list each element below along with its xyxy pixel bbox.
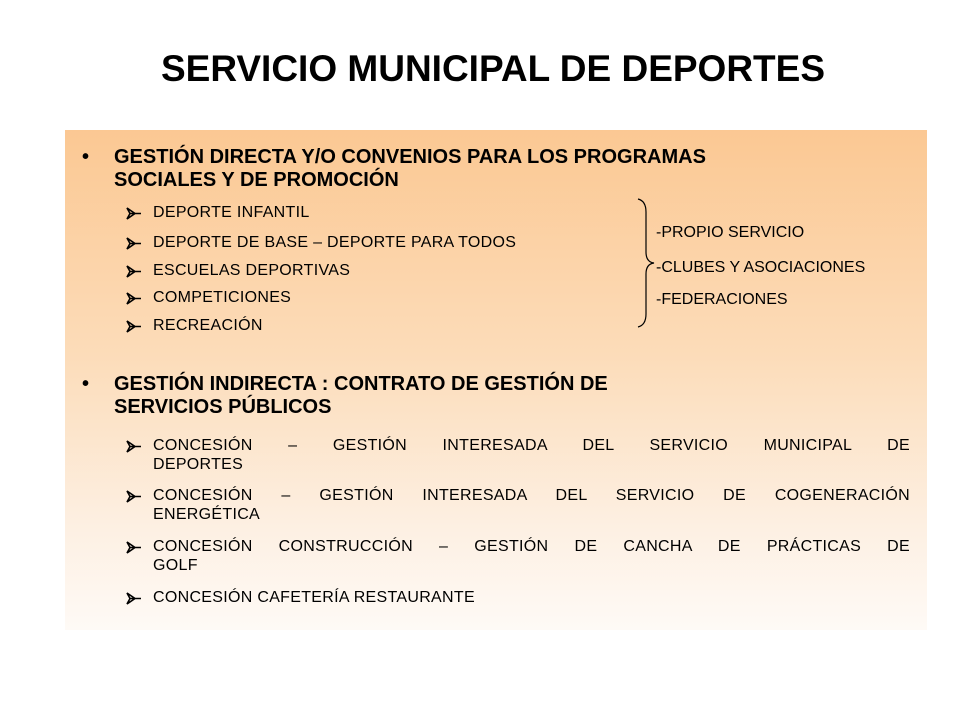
section1-item: RECREACIÓN <box>153 317 263 334</box>
section2-item <box>153 588 475 607</box>
section1-item: ESCUELAS DEPORTIVAS <box>153 262 351 279</box>
bullet-dot: • <box>82 146 90 168</box>
section2-item-line1: CONCESIÓN – GESTIÓN INTERESADA DEL SERVICIO MUNICIPAL DE <box>153 437 910 454</box>
arrow-bullet-icon <box>124 234 144 253</box>
section2-item-line2: ENERGÉTICA <box>153 506 261 523</box>
section1-heading-line1: GESTIÓN DIRECTA Y/O CONVENIOS PARA LOS PROGRAMAS <box>114 146 706 168</box>
bullet-dot: • <box>82 373 90 395</box>
section1-item: DEPORTE INFANTIL <box>153 204 310 221</box>
arrow-bullet-icon <box>124 289 144 308</box>
arrow-bullet-icon <box>124 437 144 456</box>
side-note: -FEDERACIONES <box>656 291 788 308</box>
arrow-bullet-icon <box>124 204 144 223</box>
section1-heading <box>114 146 914 192</box>
section1-item: COMPETICIONES <box>153 289 292 306</box>
section1-item: DEPORTE DE BASE – DEPORTE PARA TODOS <box>153 234 517 251</box>
arrow-bullet-icon <box>124 317 144 336</box>
section2-heading-line1: GESTIÓN INDIRECTA : CONTRATO DE GESTIÓN DE <box>114 373 608 395</box>
side-note: -PROPIO SERVICIO <box>656 224 805 241</box>
section2-item <box>153 486 910 524</box>
section2-item-line2: DEPORTES <box>153 456 244 473</box>
section1-heading-line2: SOCIALES Y DE PROMOCIÓN <box>114 169 399 191</box>
curly-brace-icon <box>636 198 656 328</box>
section2-heading <box>114 373 914 419</box>
section2-item-line1: CONCESIÓN CONSTRUCCIÓN – GESTIÓN DE CANCHA DE PRÁCTICAS DE <box>153 538 910 555</box>
arrow-bullet-icon <box>124 487 144 506</box>
section2-item-line1: CONCESIÓN – GESTIÓN INTERESADA DEL SERVICIO DE COGENERACIÓN <box>153 487 910 504</box>
section2-item <box>153 436 910 474</box>
side-note: -CLUBES Y ASOCIACIONES <box>656 259 866 276</box>
section2-item-line2: GOLF <box>153 557 198 574</box>
section2-item <box>153 537 910 575</box>
arrow-bullet-icon <box>124 538 144 557</box>
arrow-bullet-icon <box>124 589 144 608</box>
slide-title: SERVICIO MUNICIPAL DE DEPORTES <box>160 48 826 89</box>
section2-heading-line2: SERVICIOS PÚBLICOS <box>114 396 332 418</box>
section2-item-line1: CONCESIÓN CAFETERÍA RESTAURANTE <box>153 589 475 606</box>
arrow-bullet-icon <box>124 262 144 281</box>
